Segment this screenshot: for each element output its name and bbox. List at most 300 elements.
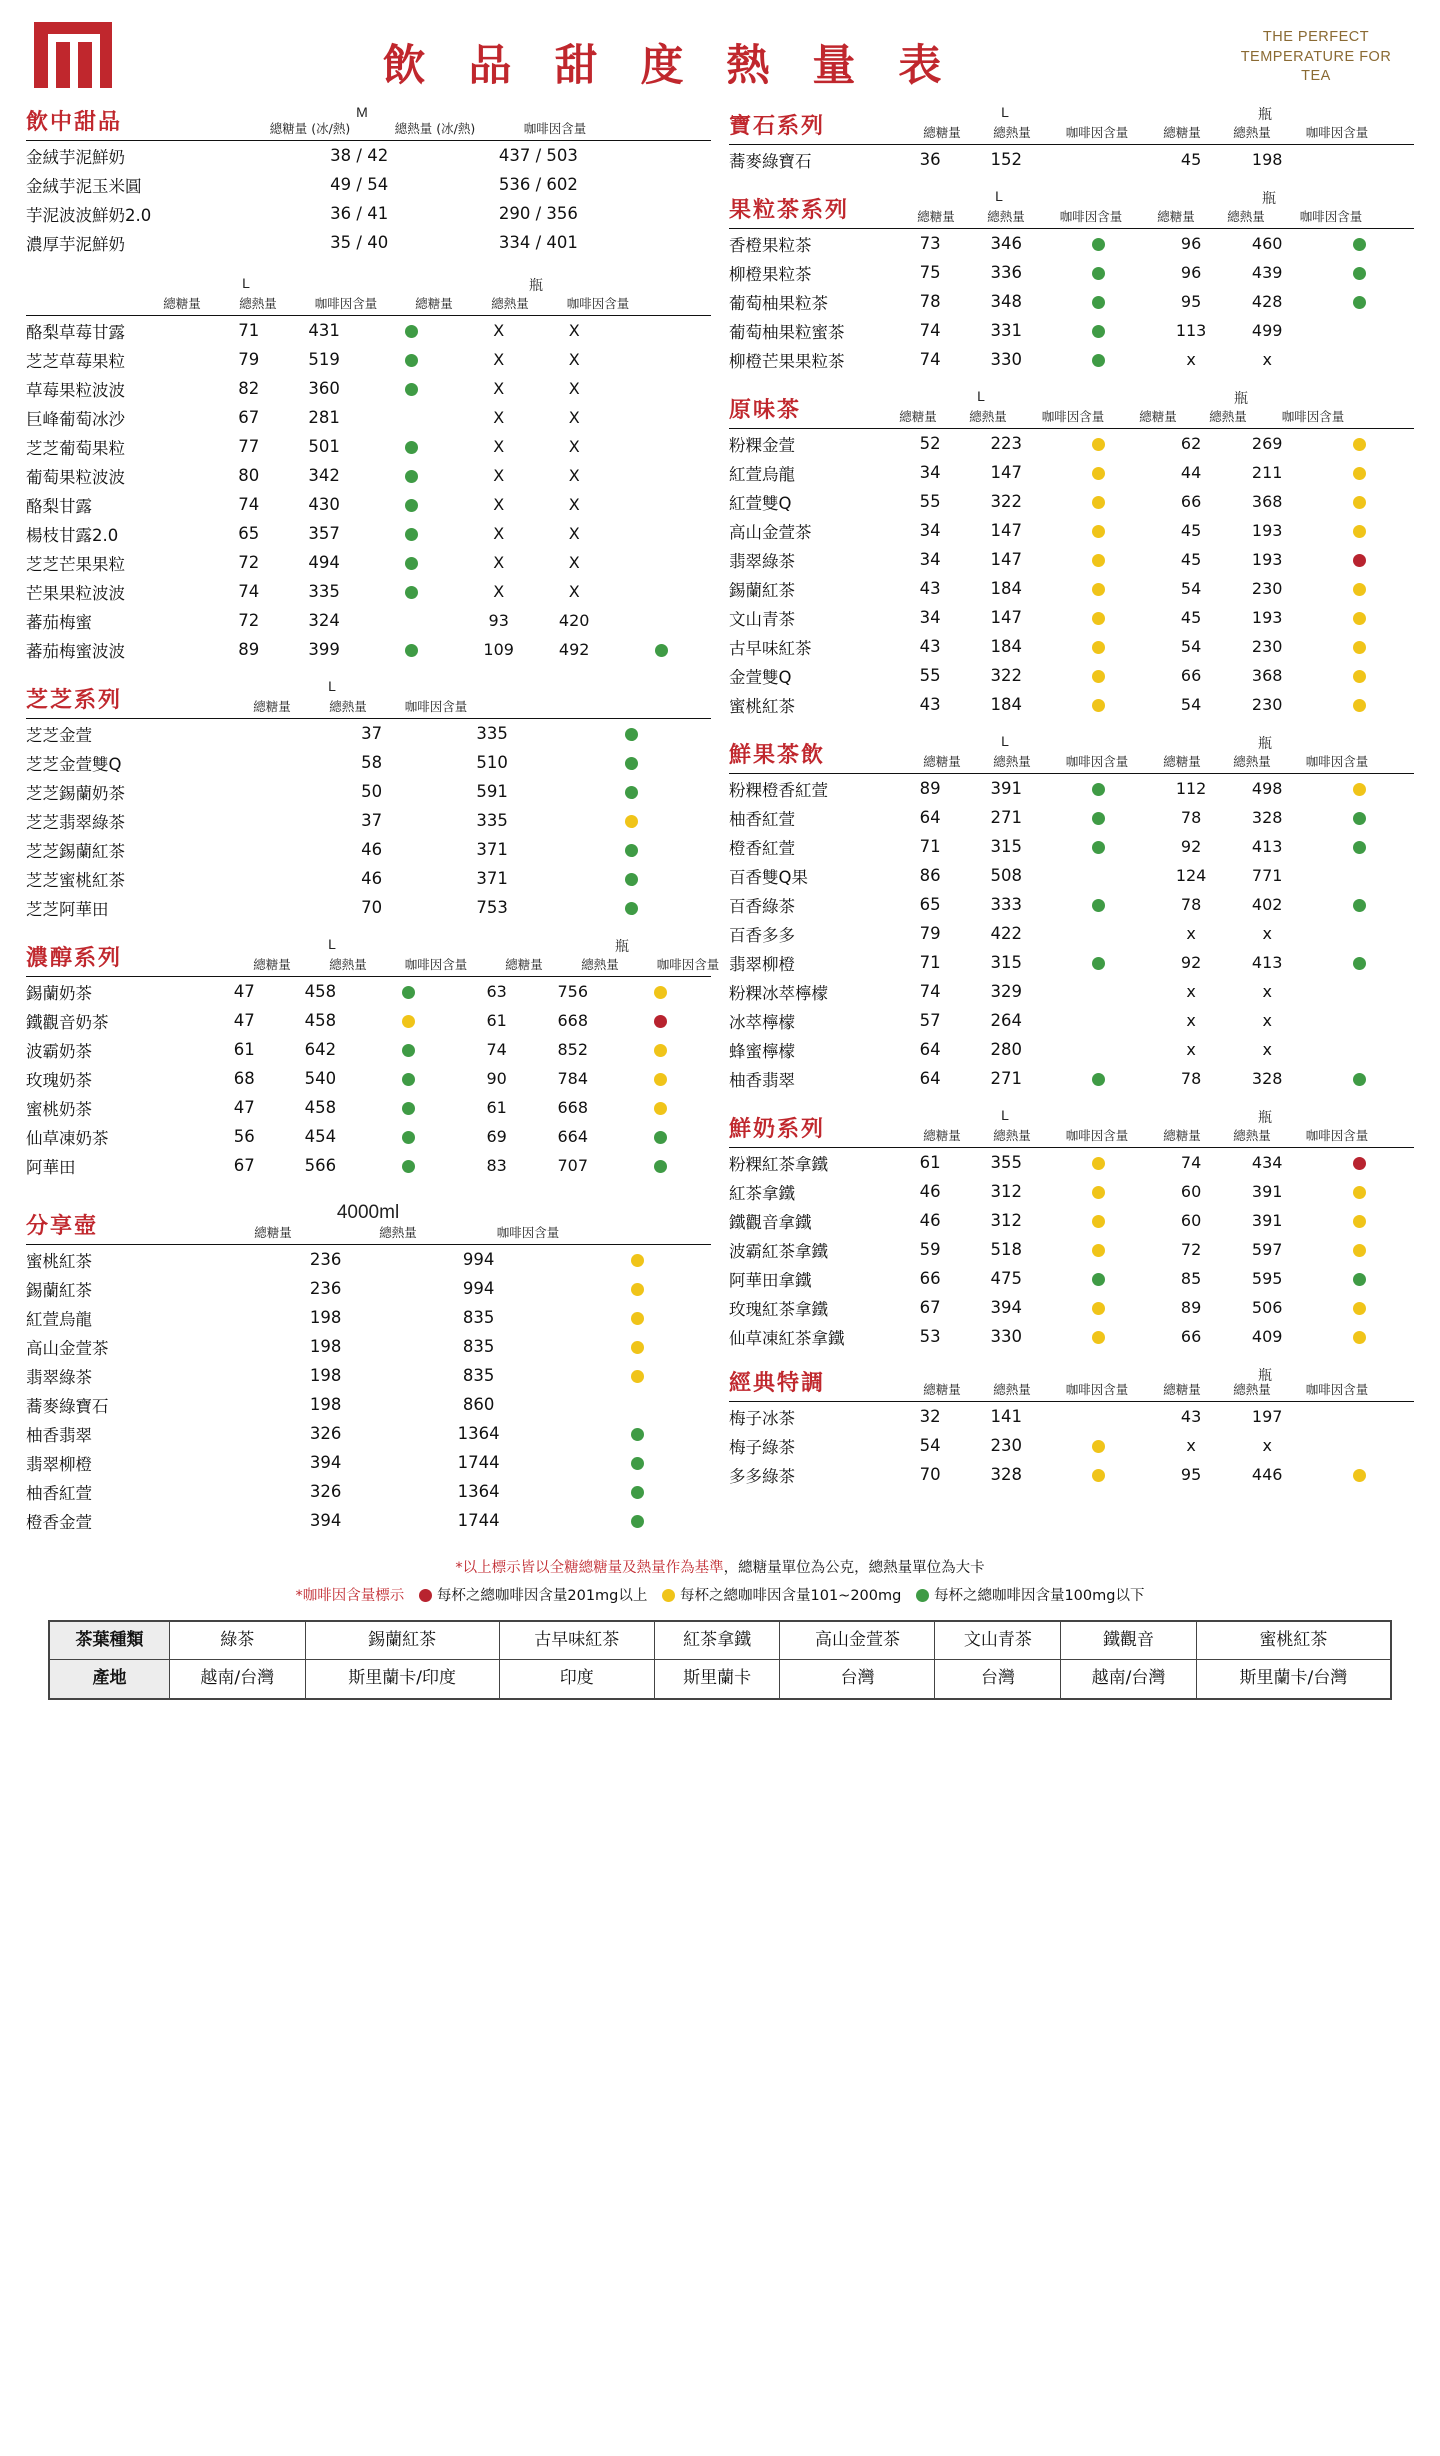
caffeine-dot-icon [1353,841,1366,854]
cell-calorie-bottle: X [568,321,580,340]
table-yinzhong-tianpin [26,141,711,257]
cell-caffeine-bottle [1305,632,1414,661]
item-name: 鐵觀音拿鐵 [729,1212,812,1232]
tea-type-cell: 錫蘭紅茶 [305,1622,499,1660]
caffeine-dot-icon [654,1102,667,1115]
caffeine-dot-icon [1353,1302,1366,1315]
item-name: 芝芝阿華田 [26,899,109,919]
caffeine-dot-icon [625,873,638,886]
caffeine-dot-icon [1092,783,1105,796]
table-row [26,170,711,199]
cell-calorie-bottle: 269 [1251,434,1283,453]
cell-sugar: 326 [309,1482,342,1501]
cell-calorie: 860 [462,1395,495,1414]
origin-cell: 斯里蘭卡 [654,1660,780,1698]
cell-calorie: 329 [990,982,1022,1001]
section-title: 寶石系列 [729,114,826,139]
table-row [729,774,1414,803]
caffeine-dot-icon [1353,1186,1366,1199]
table-row [729,803,1414,832]
right-column [729,104,1414,1541]
table-row [729,890,1414,919]
cell-calorie: 147 [990,521,1022,540]
cell-calorie: 536 / 602 [498,175,578,194]
table-row [26,548,711,577]
cell-caffeine [362,548,461,577]
item-name: 橙香金萱 [26,1512,92,1532]
item-name: 芝芝芒果果粒 [26,554,125,574]
caffeine-dot-icon [1092,1302,1105,1315]
cell-sugar: 46 [361,869,383,888]
item-name: 酪梨草莓甘露 [26,322,125,342]
cell-caffeine [358,1122,458,1151]
cell-calorie: 184 [990,637,1022,656]
cell-caffeine [1044,1177,1153,1206]
cell-calorie: 454 [304,1127,337,1146]
item-name: 高山金萱茶 [729,522,812,542]
item-name: 芝芝金萱雙Q [26,754,122,774]
cell-caffeine-bottle [612,374,711,403]
table-row [26,806,711,835]
cell-sugar: 56 [233,1127,255,1146]
cell-caffeine [358,1151,458,1180]
table-row [729,632,1414,661]
section-zhizhi [26,678,711,922]
cell-sugar: 61 [233,1040,255,1059]
cell-caffeine [1044,803,1153,832]
cell-calorie: 335 [476,724,508,743]
table-row [26,1303,711,1332]
item-name: 金萱雙Q [729,667,792,687]
cell-caffeine-bottle [612,548,711,577]
caffeine-dot-icon [402,1044,415,1057]
table-row [729,345,1414,374]
cell-sugar-bottle: x [1186,1011,1196,1030]
cell-caffeine-bottle [611,1122,711,1151]
cell-calorie: 342 [308,466,340,485]
cell-sugar-bottle: X [493,524,505,543]
cell-sugar-bottle: 90 [486,1069,507,1088]
col-header-sugar-bottle: 總糖量 [505,957,543,972]
cell-sugar-bottle: 60 [1180,1211,1202,1230]
size-label-l: L [977,388,985,404]
item-name: 葡萄果粒波波 [26,467,125,487]
table-row [26,835,711,864]
table-fenxianghu [26,1245,711,1535]
section-yuanwei [729,388,1414,719]
cell-sugar: 68 [233,1069,255,1088]
cell-sugar-bottle: 124 [1175,866,1207,885]
caffeine-dot-icon [631,1370,644,1383]
item-name: 蕎麥綠寶石 [729,151,812,171]
caffeine-dot-icon [1092,1157,1105,1170]
size-label-l: L [995,188,1003,204]
cell-caffeine [362,461,461,490]
cell-calorie-bottle: 784 [557,1069,589,1088]
section-title: 鮮果茶飲 [729,743,826,768]
item-name: 蜜桃紅茶 [729,696,795,716]
cell-calorie-bottle: 664 [557,1127,589,1146]
caffeine-dot-icon [1092,354,1105,367]
caffeine-dot-icon [625,786,638,799]
cell-calorie: 141 [990,1407,1022,1426]
cell-caffeine-bottle [611,977,711,1006]
cell-caffeine [1044,832,1153,861]
cell-sugar: 67 [233,1156,255,1175]
col-header-calorie-bottle: 總熱量 [491,296,529,311]
cell-sugar: 79 [919,924,941,943]
table-row [729,574,1414,603]
cell-sugar-bottle: 92 [1180,953,1202,972]
cell-sugar: 54 [919,1436,941,1455]
table-row [26,719,711,748]
cell-caffeine [564,1245,711,1274]
caffeine-dot-icon [1092,267,1105,280]
cell-sugar: 70 [919,1465,941,1484]
item-name: 蕃茄梅蜜波波 [26,641,125,661]
tea-origin-table [48,1620,1392,1700]
cell-sugar-bottle: 66 [1180,1327,1202,1346]
table-row [26,1122,711,1151]
cell-calorie: 223 [990,434,1022,453]
origin-cell: 印度 [499,1660,654,1698]
cell-caffeine [1044,948,1153,977]
size-label-l: L [1001,1107,1009,1123]
table-jingdian [729,1402,1414,1489]
cell-sugar: 36 / 41 [330,204,389,223]
caffeine-dot-icon [1092,841,1105,854]
cell-caffeine-bottle [1305,1148,1414,1177]
cell-calorie: 391 [990,779,1022,798]
cell-sugar: 55 [919,492,941,511]
section-nongchun [26,936,720,1180]
cell-calorie: 591 [476,782,508,801]
item-name: 翡翠綠茶 [729,551,795,571]
cell-sugar-bottle: 61 [486,1011,507,1030]
col-header-calorie: 總熱量 [987,209,1025,224]
cell-calorie-bottle: 328 [1251,1069,1283,1088]
cell-calorie-bottle: X [568,408,580,427]
cell-sugar: 79 [238,350,260,369]
item-name: 芝芝金萱 [26,725,92,745]
cell-sugar: 82 [238,379,260,398]
table-row [729,661,1414,690]
caffeine-dot-icon [402,1131,415,1144]
col-header-caffeine-bottle: 咖啡因含量 [1305,1128,1369,1143]
cell-calorie: 1744 [457,1453,500,1472]
cell-sugar: 34 [919,463,941,482]
cell-calorie: 230 [990,1436,1022,1455]
table-row [26,403,711,432]
col-header-calorie: 總熱量 [969,409,1007,424]
cell-calorie: 348 [990,292,1022,311]
cell-sugar: 198 [309,1366,342,1385]
cell-sugar: 34 [919,521,941,540]
table-row [729,1064,1414,1093]
cell-sugar: 35 / 40 [330,233,389,252]
caffeine-dot-icon [1353,1273,1366,1286]
cell-calorie-bottle: 428 [1251,292,1283,311]
col-header-caffeine-bottle: 咖啡因含量 [1305,754,1369,769]
cell-calorie: 335 [476,811,508,830]
table-row [729,1006,1414,1035]
item-name: 古早味紅茶 [729,638,812,658]
section-title: 經典特調 [729,1371,826,1396]
cell-sugar-bottle: 54 [1180,579,1202,598]
content-columns [26,104,1414,1541]
cell-caffeine [362,316,461,345]
cell-caffeine [1044,229,1153,258]
cell-calorie: 330 [990,1327,1022,1346]
table-row [729,229,1414,258]
cell-calorie: 1364 [457,1424,500,1443]
size-label-m: M [356,104,368,120]
col-header-sugar: 總糖量 [253,957,291,972]
table-row [26,1006,711,1035]
cell-caffeine [552,893,711,922]
caffeine-dot-icon [1353,783,1366,796]
cell-calorie-bottle: 402 [1251,895,1283,914]
cell-sugar: 59 [919,1240,941,1259]
cell-caffeine [358,1064,458,1093]
caffeine-dot-icon [1353,899,1366,912]
item-name: 芝芝翡翠綠茶 [26,812,125,832]
section-title: 鮮奶系列 [729,1117,826,1142]
cell-caffeine [552,719,711,748]
cell-sugar-bottle: X [493,582,505,601]
item-name: 芝芝草莓果粒 [26,351,125,371]
item-name: 芋泥波波鮮奶2.0 [26,205,152,225]
table-row [729,145,1414,174]
cell-caffeine-bottle [1305,977,1414,1006]
caffeine-dot-icon [1092,583,1105,596]
footnote-cal-unit: ，總熱量單位為大卡 [854,1560,985,1576]
cell-sugar: 37 [361,811,383,830]
brand-logo-icon [34,22,112,88]
cell-sugar: 72 [238,553,260,572]
cell-calorie: 566 [304,1156,337,1175]
cell-caffeine [358,1006,458,1035]
caffeine-dot-icon [1092,670,1105,683]
cell-sugar-bottle: 92 [1180,837,1202,856]
cell-caffeine [1044,1402,1153,1431]
cell-caffeine [552,748,711,777]
caffeine-dot-icon [654,1015,667,1028]
cell-calorie: 147 [990,463,1022,482]
cell-sugar: 36 [919,150,941,169]
tea-type-cell: 綠茶 [170,1622,306,1660]
cell-calorie-bottle: 198 [1251,150,1283,169]
table-row [26,606,711,635]
cell-calorie-bottle: 668 [557,1098,589,1117]
caffeine-dot-icon [1092,296,1105,309]
cell-calorie-bottle: 328 [1251,808,1283,827]
cell-calorie: 1744 [457,1511,500,1530]
item-name: 仙草凍紅茶拿鐵 [729,1328,845,1348]
cell-sugar-bottle: x [1186,1040,1196,1059]
cell-sugar: 58 [361,753,383,772]
caffeine-dot-icon [654,1160,667,1173]
cell-calorie-bottle: 492 [558,640,590,659]
cell-sugar: 236 [309,1279,342,1298]
caffeine-dot-icon [1092,699,1105,712]
caffeine-dot-icon [1092,1331,1105,1344]
cell-sugar-bottle: x [1186,982,1196,1001]
cell-calorie-bottle: 368 [1251,666,1283,685]
cell-calorie-bottle: 852 [557,1040,589,1059]
cell-caffeine-bottle [1305,1431,1414,1460]
cell-sugar-bottle: 74 [1180,1153,1202,1172]
cell-caffeine [358,977,458,1006]
cell-caffeine [564,1303,711,1332]
table-row [729,832,1414,861]
tea-type-cell: 古早味紅茶 [499,1622,654,1660]
item-name: 仙草凍奶茶 [26,1128,109,1148]
item-name: 柚香紅萱 [729,809,795,829]
cell-calorie: 1364 [457,1482,500,1501]
cell-caffeine [631,228,711,257]
cell-caffeine-bottle [1305,1006,1414,1035]
cell-sugar: 74 [919,321,941,340]
caffeine-dot-icon [1353,496,1366,509]
item-name: 梅子冰茶 [729,1408,795,1428]
item-name: 香橙果粒茶 [729,235,812,255]
caffeine-dot-icon [1353,1331,1366,1344]
cell-calorie: 322 [990,492,1022,511]
item-name: 阿華田拿鐵 [729,1270,812,1290]
caffeine-dot-icon [1092,1215,1105,1228]
caffeine-dot-icon [1092,957,1105,970]
caffeine-dot-icon [1092,812,1105,825]
table-row [26,228,711,257]
size-label-bottle: 瓶 [1258,1109,1273,1125]
table-row [26,1448,711,1477]
table-row [26,519,711,548]
col-header-sugar-bottle: 總糖量 [1163,1382,1201,1397]
cell-sugar: 74 [919,350,941,369]
size-label-l: L [1001,104,1009,120]
caffeine-dot-icon [1353,699,1366,712]
table-row [729,1431,1414,1460]
table-row [729,1148,1414,1177]
cell-caffeine-bottle [612,461,711,490]
caffeine-dot-icon [1353,238,1366,251]
cell-sugar: 80 [238,466,260,485]
cell-sugar-bottle: 45 [1180,550,1202,569]
item-name: 柚香翡翠 [729,1070,795,1090]
cell-calorie: 271 [990,1069,1022,1088]
cell-caffeine [362,635,461,664]
cell-calorie-bottle: 595 [1251,1269,1283,1288]
caffeine-dot-icon [1353,957,1366,970]
table-baoshi [729,145,1414,174]
item-name: 玫瑰紅茶拿鐵 [729,1299,828,1319]
col-header-calorie-bottle: 總熱量 [1233,1128,1271,1143]
cell-sugar: 57 [919,1011,941,1030]
caffeine-dot-icon [1092,899,1105,912]
caffeine-dot-icon [402,1102,415,1115]
cell-caffeine-bottle [1305,287,1414,316]
caffeine-dot-icon [1353,670,1366,683]
cell-calorie-bottle: 368 [1251,492,1283,511]
cell-calorie: 994 [462,1250,495,1269]
cell-calorie-bottle: x [1262,982,1272,1001]
col-header-sugar-bottle: 總糖量 [1139,409,1177,424]
col-header-sugar-bottle: 總糖量 [415,296,453,311]
cell-caffeine [1044,661,1153,690]
section-title: 果粒茶系列 [729,198,850,223]
table-row [26,1035,711,1064]
col-header-calorie-bottle: 總熱量 [1233,125,1271,140]
col-header-calorie: 總熱量 [329,957,367,972]
caffeine-dot-icon [631,1515,644,1528]
cell-sugar: 34 [919,550,941,569]
item-name: 酪梨甘露 [26,496,92,516]
item-name: 鐵觀音奶茶 [26,1012,109,1032]
cell-calorie: 324 [308,611,340,630]
item-name: 草莓果粒波波 [26,380,125,400]
col-header-caffeine: 咖啡因含量 [314,296,378,311]
caffeine-dot-icon [631,1428,644,1441]
cell-calorie-bottle: 707 [557,1156,589,1175]
cell-calorie-bottle: 420 [558,611,590,630]
cell-sugar-bottle: 113 [1175,321,1207,340]
cell-calorie-bottle: 498 [1251,779,1283,798]
cell-sugar-bottle: 54 [1180,695,1202,714]
item-name: 百香綠茶 [729,896,795,916]
cell-sugar-bottle: 78 [1180,1069,1202,1088]
table-row [26,1477,711,1506]
cell-calorie: 835 [462,1337,495,1356]
table-xianguo [729,774,1414,1093]
cell-caffeine [631,170,711,199]
item-name: 蜜桃紅茶 [26,1251,92,1271]
cell-caffeine [552,777,711,806]
item-name: 芒果果粒波波 [26,583,125,603]
table-row [26,1151,711,1180]
cell-sugar-bottle: 43 [1180,1407,1202,1426]
col-header-caffeine: 咖啡因含量 [1065,754,1129,769]
caffeine-dot-icon [405,644,418,657]
cell-calorie: 184 [990,579,1022,598]
cell-calorie-bottle: 391 [1251,1182,1283,1201]
cell-caffeine-bottle [1305,1293,1414,1322]
cell-calorie: 322 [990,666,1022,685]
item-name: 芝芝蜜桃紅茶 [26,870,125,890]
item-name: 紅萱雙Q [729,493,792,513]
cell-sugar: 43 [919,579,941,598]
cell-caffeine [1044,1006,1153,1035]
cell-caffeine [1044,545,1153,574]
col-header-caffeine-bottle: 咖啡因含量 [566,296,630,311]
caffeine-dot-icon [1092,525,1105,538]
section-title: 濃醇系列 [26,946,123,971]
cell-caffeine-bottle [1305,458,1414,487]
cell-sugar-bottle: x [1186,1436,1196,1455]
cell-calorie-bottle: x [1262,924,1272,943]
caffeine-dot-icon [1092,496,1105,509]
cell-caffeine-bottle [1305,1322,1414,1351]
cell-calorie: 281 [308,408,340,427]
cell-calorie-bottle: 193 [1251,550,1283,569]
col-header-calorie: 總熱量 [239,296,277,311]
caffeine-dot-icon [1353,554,1366,567]
cell-caffeine [631,199,711,228]
caffeine-dot-icon [631,1341,644,1354]
cell-caffeine [1044,977,1153,1006]
cell-calorie: 330 [990,350,1022,369]
cell-sugar: 38 / 42 [330,146,389,165]
